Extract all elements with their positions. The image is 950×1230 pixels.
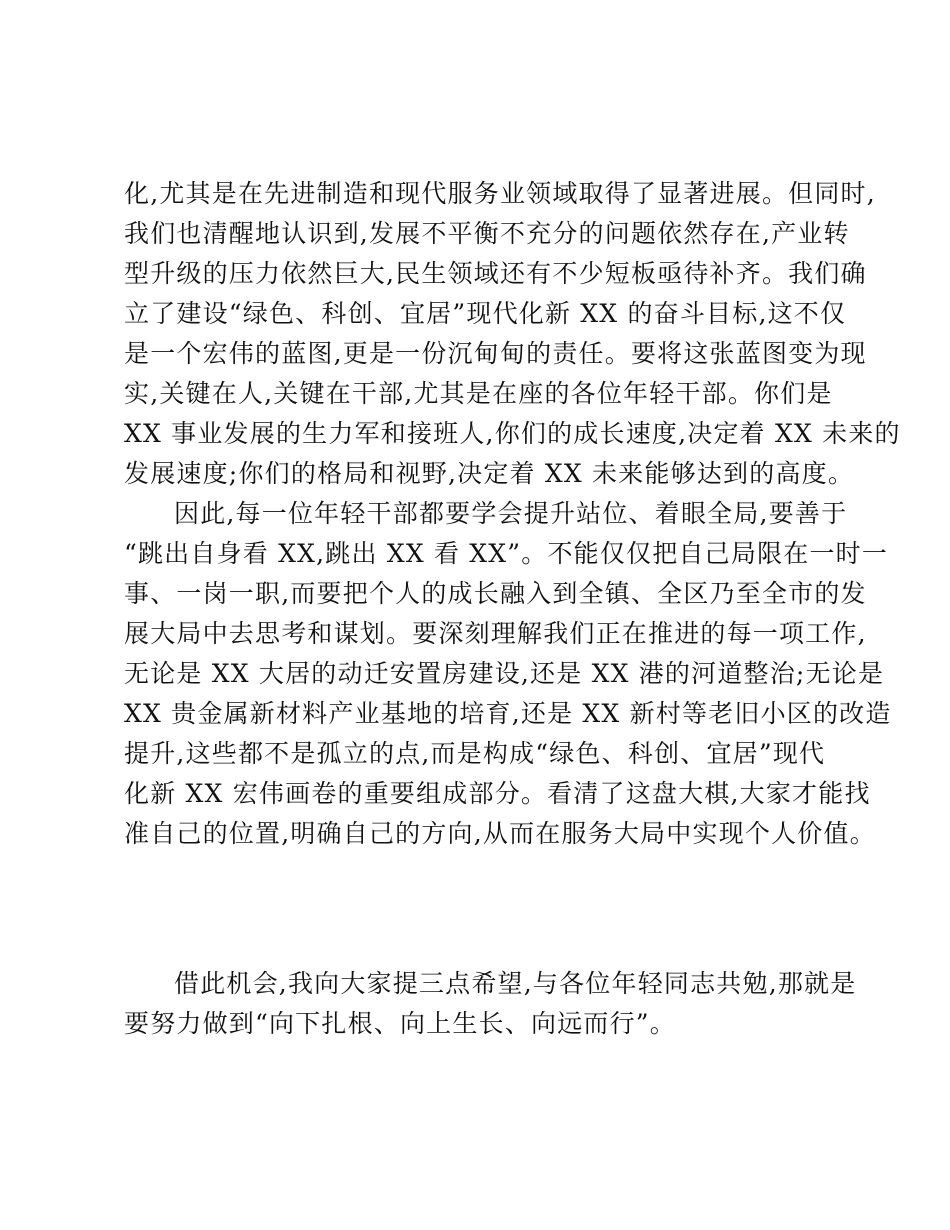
paragraph-1-line: 是一个宏伟的蓝图,更是一份沉甸甸的责任。要将这张蓝图变为现 [124,339,867,368]
paragraph-3-line: 要努力做到“向下扎根、向上生长、向远而行”。 [124,1009,676,1038]
paragraph-2-line: 化新 XX 宏伟画卷的重要组成部分。看清了这盘大棋,大家才能找 [124,779,871,808]
paragraph-2-line: XX 贵金属新材料产业基地的培育,还是 XX 新村等老旧小区的改造 [124,699,892,728]
paragraph-1-line: 我们也清醒地认识到,发展不平衡不充分的问题依然存在,产业转 [124,219,850,248]
paragraph-1-line: XX 事业发展的生力军和接班人,你们的成长速度,决定着 XX 未来的 [124,419,901,448]
paragraph-2-line: 事、一岗一职,而要把个人的成长融入到全镇、全区乃至全市的发 [124,579,867,608]
paragraph-2-line: 展大局中去思考和谋划。要深刻理解我们正在推进的每一项工作, [124,619,867,648]
paragraph-1-line: 型升级的压力依然巨大,民生领域还有不少短板亟待补齐。我们确 [124,259,867,288]
paragraph-1-line: 发展速度;你们的格局和视野,决定着 XX 未来能够达到的高度。 [124,459,855,488]
body-text-block [124,964,857,1044]
paragraph-2-line: 提升,这些都不是孤立的点,而是构成“绿色、科创、宜居”现代 [124,739,826,768]
paragraph-2-line: 准自己的位置,明确自己的方向,从而在服务大局中实现个人价值。 [124,819,876,848]
paragraph-1-line: 化,尤其是在先进制造和现代服务业领域取得了显著进展。但同时, [124,179,876,208]
paragraph-1-line: 立了建设“绿色、科创、宜居”现代化新 XX 的奋斗目标,这不仅 [124,299,847,328]
body-text-block [124,174,901,854]
paragraph-1-line: 实,关键在人,关键在干部,尤其是在座的各位年轻干部。你们是 [124,379,833,408]
paragraph-3-line: 借此机会,我向大家提三点希望,与各位年轻同志共勉,那就是 [174,969,857,998]
paragraph-2-line: “跳出自身看 XX,跳出 XX 看 XX”。不能仅仅把自己局限在一时一 [124,539,889,568]
paragraph-2-line: 无论是 XX 大居的动迁安置房建设,还是 XX 港的河道整治;无论是 [124,659,885,688]
paragraph-2-line: 因此,每一位年轻干部都要学会提升站位、着眼全局,要善于 [174,499,848,528]
